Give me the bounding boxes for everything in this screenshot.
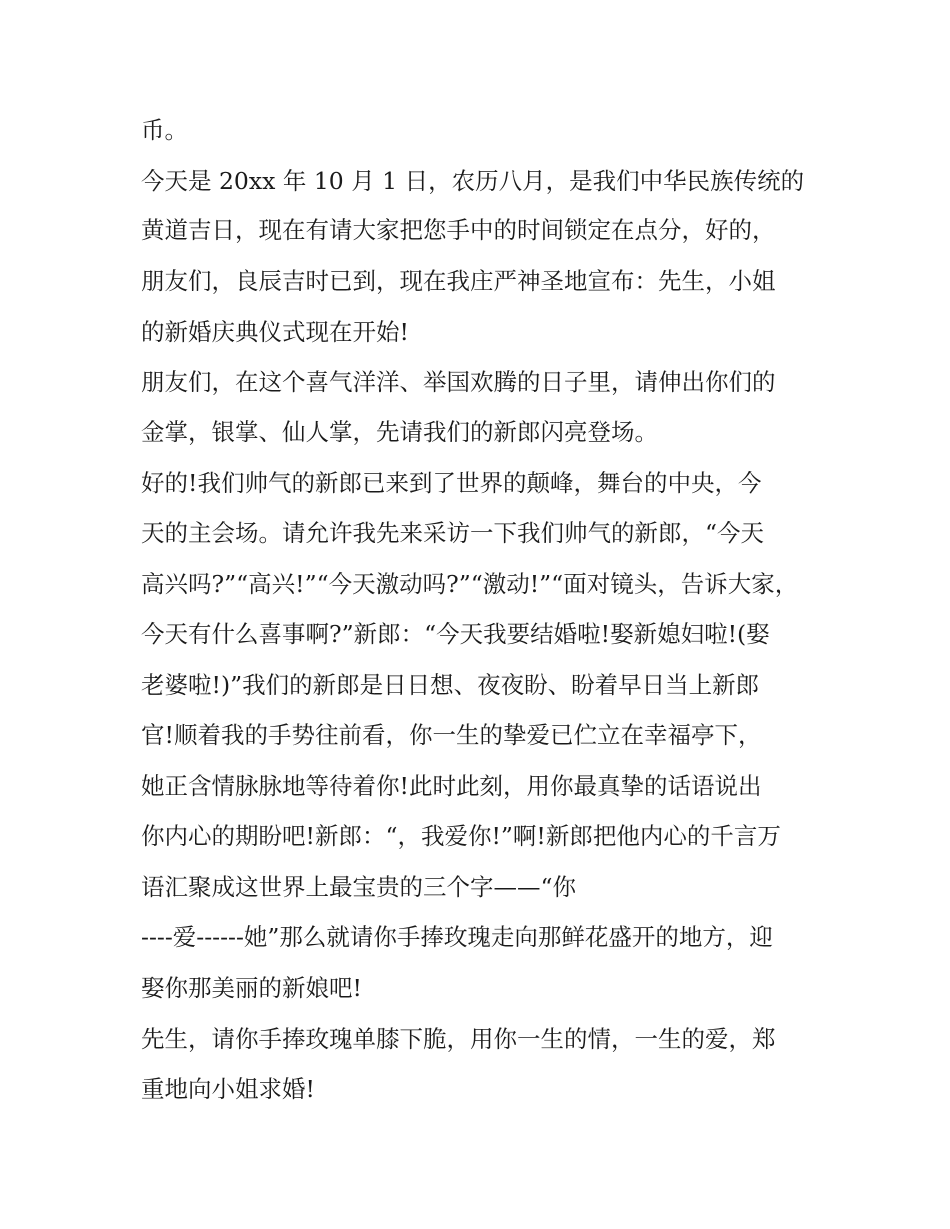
text-line: 重地向小姐求婚!	[141, 1075, 315, 1103]
text-line: 天的主会场。请允许我先来采访一下我们帅气的新郎，“今天	[141, 519, 765, 547]
text-line: 币。	[141, 116, 188, 144]
text-line: 黄道吉日，现在有请大家把您手中的时间锁定在点分，好的，	[141, 216, 776, 244]
text-line: 语汇聚成这世界上最宝贵的三个字——“你	[141, 873, 577, 901]
text-line: 高兴吗?”“高兴!”“今天激动吗?”“激动!”“面对镜头，告诉大家，	[141, 570, 799, 598]
text-line: 老婆啦!)”我们的新郎是日日想、夜夜盼、盼着早日当上新郎	[141, 671, 760, 699]
text-line: 今天有什么喜事啊?”新郎：“今天我要结婚啦!娶新媳妇啦!(娶	[141, 620, 770, 648]
text-line: 娶你那美丽的新娘吧!	[141, 974, 362, 1002]
text-line: 金掌，银掌、仙人掌，先请我们的新郎闪亮登场。	[141, 418, 658, 446]
text-line: 你内心的期盼吧!新郎：“，我爱你!”啊!新郎把他内心的千言万	[141, 822, 781, 850]
text-line: 朋友们，良辰吉时已到，现在我庄严神圣地宣布：先生，小姐	[141, 267, 776, 295]
text-line: 朋友们，在这个喜气洋洋、举国欢腾的日子里，请伸出你们的	[141, 368, 776, 396]
text-line: ----爱------她”那么就请你手捧玫瑰走向那鲜花盛开的地方，迎	[141, 923, 773, 951]
text-line: 她正含情脉脉地等待着你!此时此刻，用你最真挚的话语说出	[141, 772, 762, 800]
text-line: 先生，请你手捧玫瑰单膝下脆，用你一生的情，一生的爱，郑	[141, 1025, 776, 1053]
text-line: 官!顺着我的手势往前看，你一生的挚爱已伫立在幸福亭下，	[141, 721, 762, 749]
text-line: 的新婚庆典仪式现在开始!	[141, 318, 409, 346]
text-line: 今天是 20xx 年 10 月 1 日，农历八月，是我们中华民族传统的	[141, 167, 805, 195]
text-line: 好的!我们帅气的新郎已来到了世界的颠峰，舞台的中央，今	[141, 469, 762, 497]
